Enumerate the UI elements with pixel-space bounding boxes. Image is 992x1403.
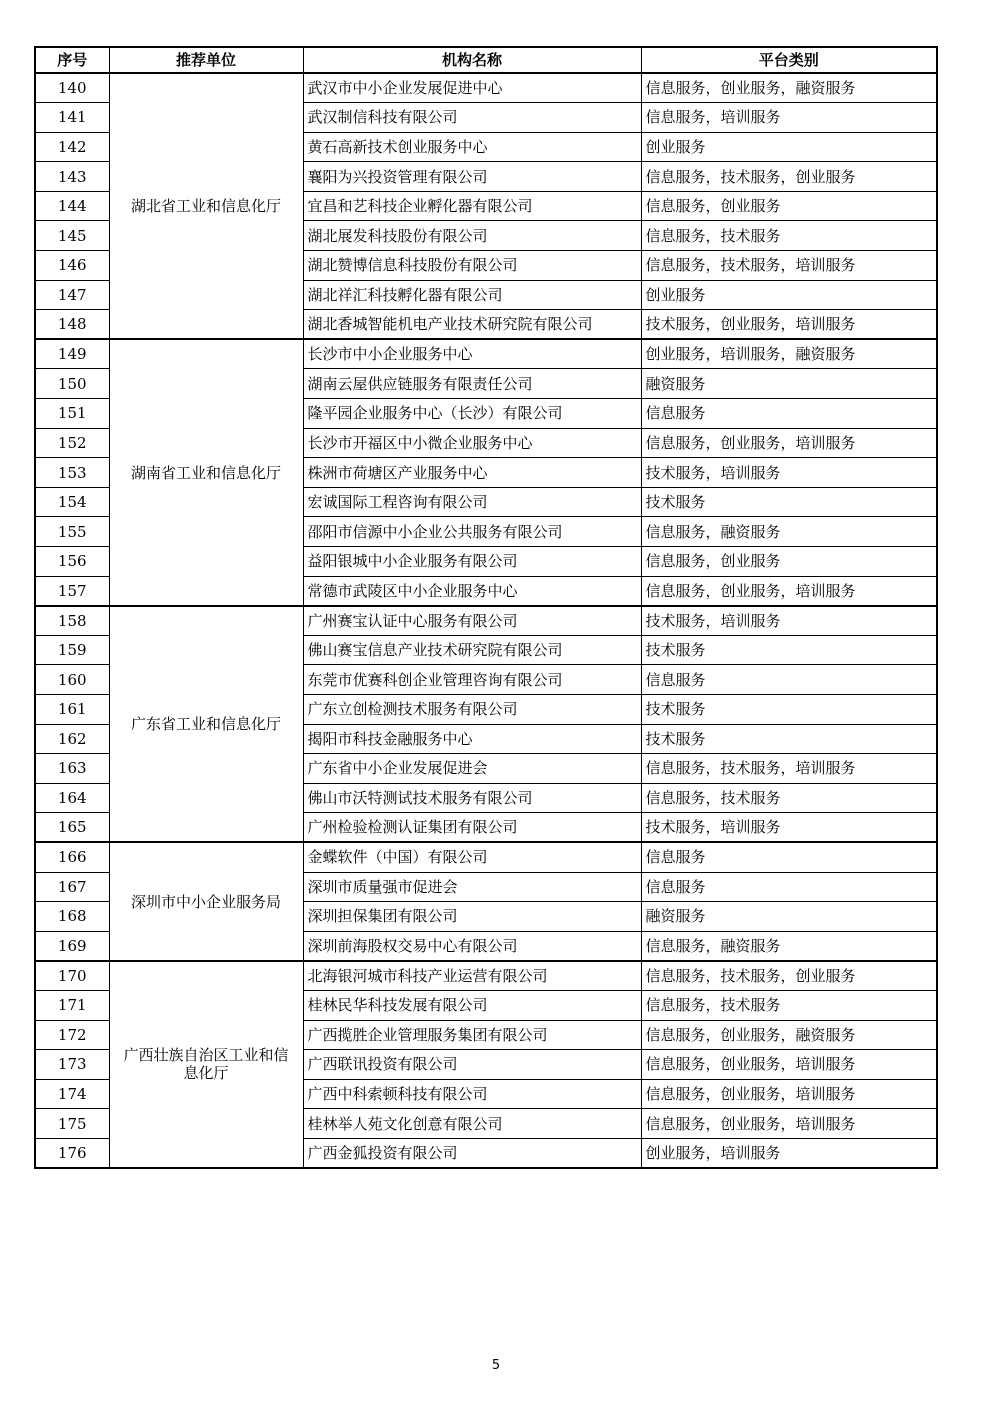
row-seq: 161 <box>35 694 109 724</box>
institution-name: 深圳前海股权交易中心有限公司 <box>303 931 641 961</box>
institution-name: 襄阳为兴投资管理有限公司 <box>303 162 641 192</box>
row-seq: 151 <box>35 399 109 429</box>
recommending-unit: 深圳市中小企业服务局 <box>109 842 303 960</box>
institution-name: 长沙市中小企业服务中心 <box>303 339 641 369</box>
institution-name: 北海银河城市科技产业运营有限公司 <box>303 961 641 991</box>
header-seq: 序号 <box>35 47 109 73</box>
row-seq: 149 <box>35 339 109 369</box>
header-row <box>35 47 937 73</box>
row-seq: 162 <box>35 724 109 754</box>
institution-name: 湖南云屋供应链服务有限责任公司 <box>303 369 641 399</box>
platform-type: 信息服务，技术服务，培训服务 <box>641 251 937 281</box>
platform-type: 创业服务，培训服务 <box>641 1138 937 1168</box>
platform-type: 创业服务 <box>641 280 937 310</box>
institution-name: 深圳市质量强市促进会 <box>303 872 641 902</box>
row-seq: 150 <box>35 369 109 399</box>
platform-type: 信息服务，技术服务，培训服务 <box>641 754 937 784</box>
institution-name: 金蝶软件（中国）有限公司 <box>303 842 641 872</box>
platform-type: 信息服务 <box>641 399 937 429</box>
platform-type: 技术服务，培训服务 <box>641 813 937 843</box>
row-seq: 160 <box>35 665 109 695</box>
institution-name: 隆平园企业服务中心（长沙）有限公司 <box>303 399 641 429</box>
platform-type: 信息服务 <box>641 872 937 902</box>
institution-name: 东莞市优赛科创企业管理咨询有限公司 <box>303 665 641 695</box>
table-row <box>35 606 937 636</box>
row-seq: 171 <box>35 990 109 1020</box>
platform-type: 信息服务，技术服务 <box>641 990 937 1020</box>
platform-type: 信息服务，创业服务，融资服务 <box>641 73 937 103</box>
institution-name: 桂林民华科技发展有限公司 <box>303 990 641 1020</box>
row-seq: 142 <box>35 132 109 162</box>
row-seq: 167 <box>35 872 109 902</box>
institution-name: 佛山市沃特测试技术服务有限公司 <box>303 783 641 813</box>
platform-type: 创业服务，培训服务，融资服务 <box>641 339 937 369</box>
row-seq: 140 <box>35 73 109 103</box>
table-header <box>35 47 937 73</box>
institution-name: 深圳担保集团有限公司 <box>303 902 641 932</box>
row-seq: 156 <box>35 547 109 577</box>
platform-type: 信息服务 <box>641 665 937 695</box>
platform-type: 信息服务，创业服务，培训服务 <box>641 1079 937 1109</box>
platform-type: 创业服务 <box>641 132 937 162</box>
table-row <box>35 73 937 103</box>
platform-type: 信息服务，创业服务，培训服务 <box>641 576 937 606</box>
row-seq: 141 <box>35 103 109 133</box>
row-seq: 169 <box>35 931 109 961</box>
institution-name: 武汉制信科技有限公司 <box>303 103 641 133</box>
row-seq: 166 <box>35 842 109 872</box>
table-row <box>35 339 937 369</box>
institution-name: 佛山赛宝信息产业技术研究院有限公司 <box>303 635 641 665</box>
row-seq: 146 <box>35 251 109 281</box>
platform-type: 信息服务，创业服务，培训服务 <box>641 1109 937 1139</box>
platform-type: 技术服务 <box>641 635 937 665</box>
row-seq: 144 <box>35 191 109 221</box>
platform-type: 技术服务，创业服务，培训服务 <box>641 310 937 340</box>
row-seq: 168 <box>35 902 109 932</box>
row-seq: 143 <box>35 162 109 192</box>
platform-type: 技术服务 <box>641 694 937 724</box>
platform-type: 信息服务，融资服务 <box>641 517 937 547</box>
platform-type: 信息服务，创业服务 <box>641 547 937 577</box>
platform-type: 信息服务，培训服务 <box>641 103 937 133</box>
institution-name: 益阳银城中小企业服务有限公司 <box>303 547 641 577</box>
institution-name: 长沙市开福区中小微企业服务中心 <box>303 428 641 458</box>
row-seq: 175 <box>35 1109 109 1139</box>
platform-type: 信息服务，技术服务，创业服务 <box>641 961 937 991</box>
platform-type: 信息服务，融资服务 <box>641 931 937 961</box>
institution-name: 武汉市中小企业发展促进中心 <box>303 73 641 103</box>
row-seq: 145 <box>35 221 109 251</box>
platform-type: 融资服务 <box>641 902 937 932</box>
platform-type: 信息服务，创业服务，融资服务 <box>641 1020 937 1050</box>
row-seq: 165 <box>35 813 109 843</box>
institution-name: 广东立创检测技术服务有限公司 <box>303 694 641 724</box>
row-seq: 176 <box>35 1138 109 1168</box>
recommending-unit: 广东省工业和信息化厅 <box>109 606 303 843</box>
institution-name: 湖北祥汇科技孵化器有限公司 <box>303 280 641 310</box>
row-seq: 152 <box>35 428 109 458</box>
institution-name: 广东省中小企业发展促进会 <box>303 754 641 784</box>
institution-name: 湖北香城智能机电产业技术研究院有限公司 <box>303 310 641 340</box>
institution-name: 湖北赞博信息科技股份有限公司 <box>303 251 641 281</box>
row-seq: 155 <box>35 517 109 547</box>
row-seq: 157 <box>35 576 109 606</box>
platform-type: 技术服务 <box>641 487 937 517</box>
row-seq: 172 <box>35 1020 109 1050</box>
institution-name: 邵阳市信源中小企业公共服务有限公司 <box>303 517 641 547</box>
header-type: 平台类别 <box>641 47 937 73</box>
institution-name: 广西中科索顿科技有限公司 <box>303 1079 641 1109</box>
platform-type: 技术服务 <box>641 724 937 754</box>
row-seq: 154 <box>35 487 109 517</box>
header-unit: 推荐单位 <box>109 47 303 73</box>
row-seq: 163 <box>35 754 109 784</box>
institution-name: 广西揽胜企业管理服务集团有限公司 <box>303 1020 641 1050</box>
row-seq: 170 <box>35 961 109 991</box>
table-body <box>35 73 937 1168</box>
row-seq: 164 <box>35 783 109 813</box>
row-seq: 159 <box>35 635 109 665</box>
page-number: 5 <box>491 1358 501 1373</box>
institution-table <box>34 46 938 1169</box>
table-row <box>35 842 937 872</box>
platform-type: 信息服务，技术服务，创业服务 <box>641 162 937 192</box>
row-seq: 148 <box>35 310 109 340</box>
institution-name: 广州赛宝认证中心服务有限公司 <box>303 606 641 636</box>
institution-name: 黄石高新技术创业服务中心 <box>303 132 641 162</box>
institution-name: 揭阳市科技金融服务中心 <box>303 724 641 754</box>
table-row <box>35 961 937 991</box>
institution-name: 株洲市荷塘区产业服务中心 <box>303 458 641 488</box>
row-seq: 158 <box>35 606 109 636</box>
platform-type: 信息服务，技术服务 <box>641 221 937 251</box>
platform-type: 信息服务，创业服务，培训服务 <box>641 1050 937 1080</box>
row-seq: 153 <box>35 458 109 488</box>
recommending-unit: 湖北省工业和信息化厅 <box>109 73 303 339</box>
platform-type: 技术服务，培训服务 <box>641 458 937 488</box>
institution-name: 常德市武陵区中小企业服务中心 <box>303 576 641 606</box>
platform-type: 信息服务，创业服务，培训服务 <box>641 428 937 458</box>
row-seq: 173 <box>35 1050 109 1080</box>
platform-type: 信息服务，技术服务 <box>641 783 937 813</box>
platform-type: 技术服务，培训服务 <box>641 606 937 636</box>
institution-name: 广西金狐投资有限公司 <box>303 1138 641 1168</box>
institution-name: 广西联讯投资有限公司 <box>303 1050 641 1080</box>
header-name: 机构名称 <box>303 47 641 73</box>
platform-type: 融资服务 <box>641 369 937 399</box>
row-seq: 147 <box>35 280 109 310</box>
institution-name: 广州检验检测认证集团有限公司 <box>303 813 641 843</box>
institution-name: 桂林举人苑文化创意有限公司 <box>303 1109 641 1139</box>
platform-type: 信息服务，创业服务 <box>641 191 937 221</box>
institution-name: 宏诚国际工程咨询有限公司 <box>303 487 641 517</box>
platform-type: 信息服务 <box>641 842 937 872</box>
institution-name: 湖北展发科技股份有限公司 <box>303 221 641 251</box>
institution-name: 宜昌和艺科技企业孵化器有限公司 <box>303 191 641 221</box>
recommending-unit: 湖南省工业和信息化厅 <box>109 339 303 605</box>
recommending-unit: 广西壮族自治区工业和信息化厅 <box>109 961 303 1168</box>
row-seq: 174 <box>35 1079 109 1109</box>
